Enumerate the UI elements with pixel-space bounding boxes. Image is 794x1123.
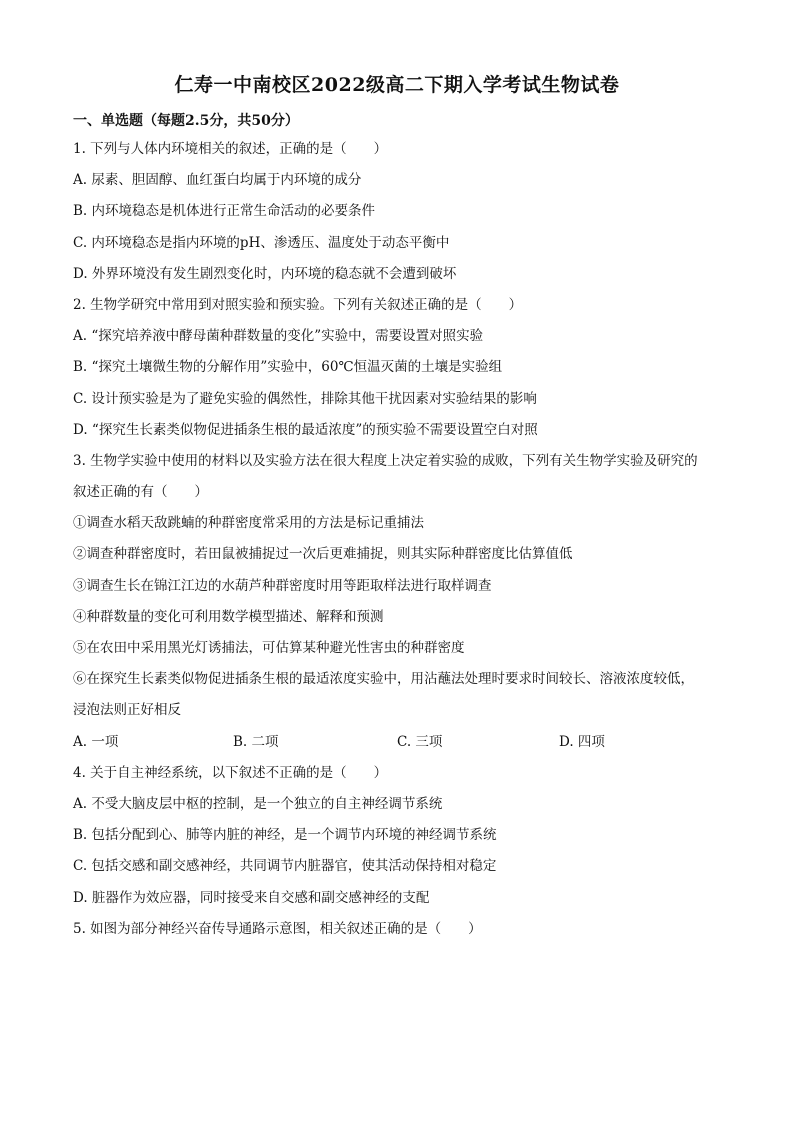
q2-option-a: A. “探究培养液中酵母菌种群数量的变化”实验中，需要设置对照实验 — [73, 328, 484, 345]
q3-option-d: D. 四项 — [559, 733, 605, 750]
q2-option-c: C. 设计预实验是为了避免实验的偶然性，排除其他干扰因素对实验结果的影响 — [73, 390, 537, 407]
q3-options — [73, 727, 733, 758]
q1-option-b: B. 内环境稳态是机体进行正常生命活动的必要条件 — [73, 203, 376, 220]
q3-item-3: ③调查生长在锦江江边的水葫芦种群密度时用等距取样法进行取样调查 — [73, 577, 492, 594]
q3-item-6-line2: 浸泡法则正好相反 — [73, 702, 181, 719]
q1-stem: 1. 下列与人体内环境相关的叙述，正确的是（ ） — [73, 141, 388, 157]
q4-option-d: D. 脏器作为效应器，同时接受来自交感和副交感神经的支配 — [73, 889, 430, 906]
q3-stem-line1: 3. 生物学实验中使用的材料以及实验方法在很大程度上决定着实验的成败，下列有关生物学实验及研究的 — [73, 452, 698, 469]
q3-item-2: ②调查种群密度时，若田鼠被捕捉过一次后更难捕捉，则其实际种群密度比估算值低 — [73, 546, 573, 563]
q4-option-a: A. 不受大脑皮层中枢的控制，是一个独立的自主神经调节系统 — [73, 795, 443, 812]
q3-item-4: ④种群数量的变化可利用数学模型描述、解释和预测 — [73, 608, 384, 625]
q4-option-b: B. 包括分配到心、肺等内脏的神经，是一个调节内环境的神经调节系统 — [73, 827, 497, 844]
q2-option-b: B. “探究土壤微生物的分解作用”实验中，60℃恒温灭菌的土壤是实验组 — [73, 359, 503, 376]
q3-item-1: ①调查水稻天敌跳蝻的种群密度常采用的方法是标记重捕法 — [73, 515, 424, 532]
q3-option-c: C. 三项 — [397, 733, 443, 750]
q5-stem: 5. 如图为部分神经兴奋传导通路示意图，相关叙述正确的是（ ） — [73, 920, 482, 937]
question-list — [73, 134, 733, 945]
q2-option-d: D. “探究生长素类似物促进插条生根的最适浓度”的预实验不需要设置空白对照 — [73, 421, 538, 438]
q3-option-a: A. 一项 — [73, 733, 119, 750]
section-heading: 一、单选题（每题2.5分，共50分） — [73, 113, 299, 129]
q4-stem: 4. 关于自主神经系统，以下叙述不正确的是（ ） — [73, 764, 388, 781]
q3-item-6-line1: ⑥在探究生长素类似物促进插条生根的最适浓度实验中，用沾蘸法处理时要求时间较长、溶液浓度较低， — [73, 671, 694, 688]
q1-option-d: D. 外界环境没有发生剧烈变化时，内环境的稳态就不会遭到破坏 — [73, 265, 457, 282]
q3-item-5: ⑤在农田中采用黑光灯诱捕法，可估算某种避光性害虫的种群密度 — [73, 640, 465, 656]
q2-stem: 2. 生物学研究中常用到对照实验和预实验。下列有关叙述正确的是（ ） — [73, 296, 523, 313]
q4-option-c: C. 包括交感和副交感神经，共同调节内脏器官，使其活动保持相对稳定 — [73, 858, 497, 875]
q1-option-c: C. 内环境稳态是指内环境的pH、渗透压、温度处于动态平衡中 — [73, 234, 450, 251]
q3-option-b: B. 二项 — [233, 733, 279, 750]
q3-stem-line2: 叙述正确的有（ ） — [73, 484, 208, 501]
exam-title: 仁寿一中南校区2022级高二下期入学考试生物试卷 — [174, 74, 620, 96]
q1-option-a: A. 尿素、胆固醇、血红蛋白均属于内环境的成分 — [73, 172, 362, 189]
